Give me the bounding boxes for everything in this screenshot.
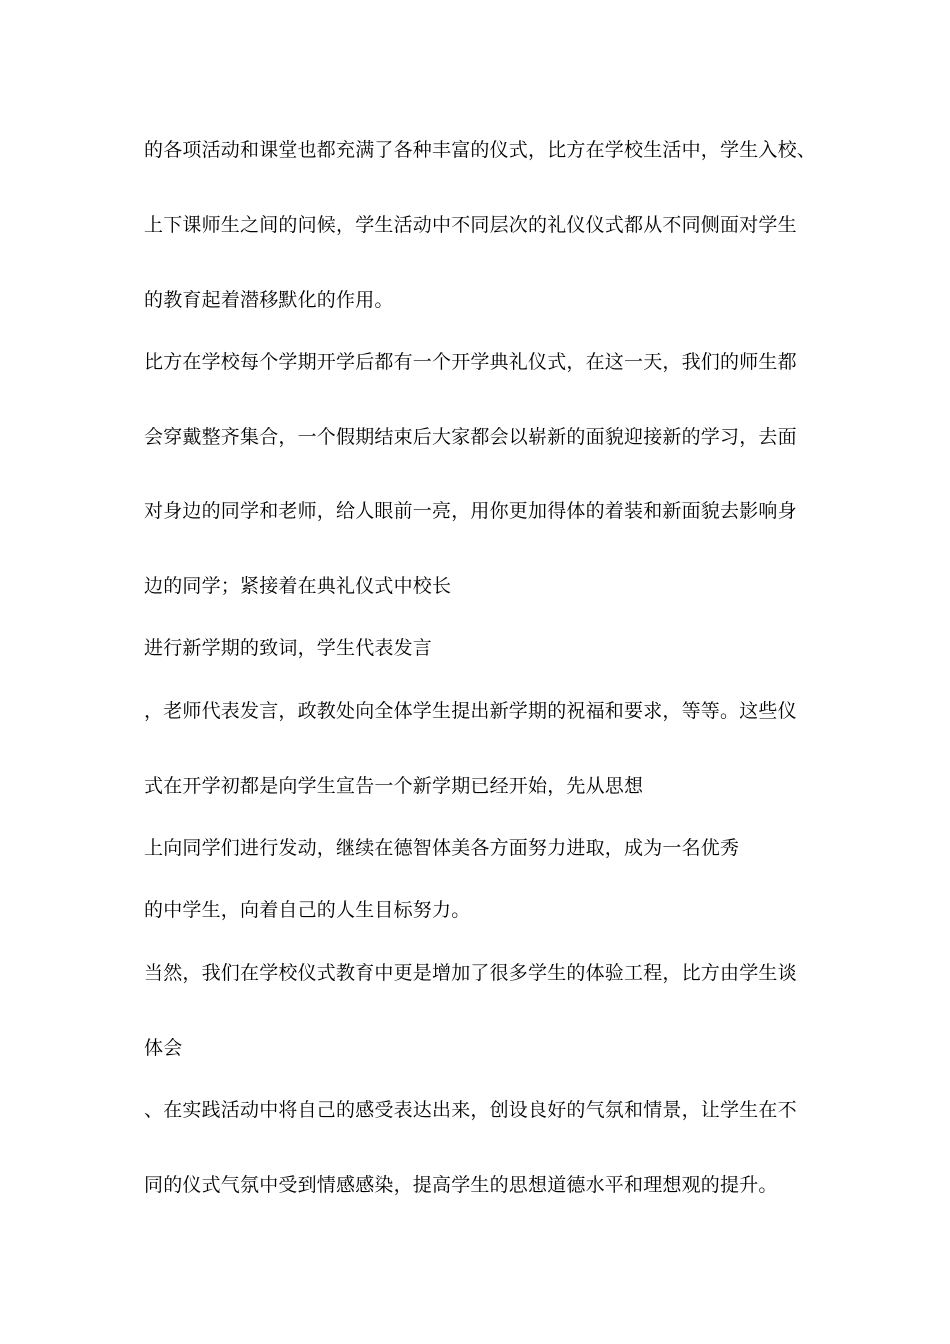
text-line: 上下课师生之间的问候，学生活动中不同层次的礼仪仪式都从不同侧面对学生 [144, 214, 797, 236]
text-line: 边的同学；紧接着在典礼仪式中校长 [144, 575, 452, 597]
text-line: 进行新学期的致词，学生代表发言 [144, 637, 433, 659]
text-line: 同的仪式气氛中受到情感感染，提高学生的思想道德水平和理想观的提升。 [144, 1174, 778, 1196]
text-line: 体会 [144, 1037, 183, 1059]
text-line: 的中学生，向着自己的人生目标努力。 [144, 899, 471, 921]
text-line: 的教育起着潜移默化的作用。 [144, 289, 394, 311]
text-line: 式在开学初都是向学生宣告一个新学期已经开始，先从思想 [144, 775, 644, 797]
text-line: ，老师代表发言，政教处向全体学生提出新学期的祝福和要求，等等。这些仪 [144, 700, 797, 722]
text-line: 当然，我们在学校仪式教育中更是增加了很多学生的体验工程，比方由学生谈 [144, 962, 797, 984]
text-line: 比方在学校每个学期开学后都有一个开学典礼仪式，在这一天，我们的师生都 [144, 351, 797, 373]
text-line: 对身边的同学和老师，给人眼前一亮，用你更加得体的着装和新面貌去影响身 [144, 500, 797, 522]
text-line: 会穿戴整齐集合，一个假期结束后大家都会以崭新的面貌迎接新的学习，去面 [144, 426, 797, 448]
text-line: 、在实践活动中将自己的感受表达出来，创设良好的气氛和情景，让学生在不 [144, 1099, 797, 1121]
text-line: 上向同学们进行发动，继续在德智体美各方面努力进取，成为一名优秀 [144, 837, 740, 859]
text-line: 的各项活动和课堂也都充满了各种丰富的仪式，比方在学校生活中，学生入校、 [144, 139, 817, 161]
